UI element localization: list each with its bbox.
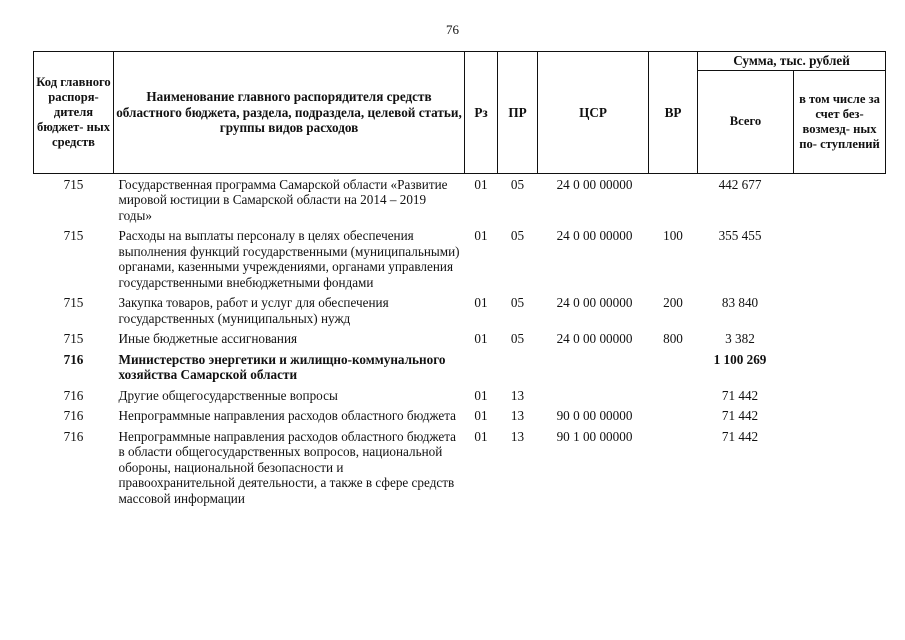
- cell-total: 442 677: [718, 176, 762, 192]
- table-header: [34, 52, 886, 174]
- cell-total: 355 455: [718, 228, 762, 243]
- table-row: [34, 408, 886, 429]
- table-row: [34, 388, 886, 409]
- cell-grant: [794, 408, 886, 429]
- cell-rz: 01: [474, 408, 488, 423]
- cell-total: 1 100 269: [713, 351, 767, 367]
- header-vr: ВР: [649, 52, 698, 174]
- cell-csr: [538, 352, 649, 388]
- cell-code: 715: [63, 295, 84, 310]
- cell-total: 83 840: [721, 295, 759, 310]
- cell-name: Иные бюджетные ассигнования: [118, 331, 298, 346]
- page-number: 76: [446, 22, 459, 37]
- cell-pr: 05: [510, 295, 525, 310]
- header-grant: в том числе за счет без- возмезд- ных по- ступлений: [794, 70, 886, 173]
- cell-grant: [794, 429, 886, 512]
- cell-grant: [794, 228, 886, 295]
- table-row: [34, 331, 886, 352]
- cell-vr: 100: [663, 228, 683, 243]
- cell-grant: [794, 352, 886, 388]
- header-rz: Рз: [465, 52, 498, 174]
- cell-code: 715: [63, 331, 84, 346]
- cell-code: 716: [63, 408, 84, 423]
- cell-csr: 90 0 00 00000: [556, 408, 633, 423]
- cell-name: Закупка товаров, работ и услуг для обеспечения государственных (муниципальных) нужд: [118, 295, 389, 326]
- cell-name: Государственная программа Самарской области «Развитие мировой юстиции в Самарской области на 2014 – 2019 годы»: [118, 176, 448, 223]
- cell-pr: 13: [510, 387, 525, 403]
- cell-csr: [538, 388, 649, 409]
- cell-vr: 800: [663, 331, 683, 346]
- cell-rz: 01: [474, 331, 488, 346]
- cell-vr: [649, 352, 698, 388]
- cell-total: 71 442: [721, 408, 759, 423]
- cell-rz: 01: [474, 295, 488, 310]
- cell-pr: 05: [510, 331, 525, 346]
- cell-grant: [794, 388, 886, 409]
- cell-rz: 01: [474, 387, 488, 403]
- table-row: [34, 295, 886, 331]
- cell-code: 715: [63, 228, 84, 243]
- cell-vr: 200: [663, 295, 683, 310]
- cell-csr: 90 1 00 00000: [556, 428, 633, 444]
- cell-code: 715: [63, 176, 84, 192]
- cell-code: 716: [63, 428, 84, 444]
- cell-grant: [794, 295, 886, 331]
- cell-pr: 13: [510, 408, 525, 423]
- cell-rz: 01: [474, 228, 488, 243]
- table-body: [34, 173, 886, 511]
- cell-total: 71 442: [721, 387, 759, 403]
- cell-vr: [649, 429, 698, 512]
- cell-code: 716: [63, 351, 84, 367]
- header-pr: ПР: [498, 52, 538, 174]
- table-row: [34, 228, 886, 295]
- header-total: Всего: [698, 70, 794, 173]
- cell-csr: 24 0 00 00000: [556, 228, 633, 243]
- cell-csr: 24 0 00 00000: [556, 176, 633, 192]
- cell-name: Министерство энергетики и жилищно-коммунального хозяйства Самарской области: [118, 351, 446, 382]
- cell-csr: 24 0 00 00000: [556, 295, 633, 310]
- cell-rz: 01: [474, 176, 488, 192]
- cell-name: Непрограммные направления расходов областного бюджета: [118, 408, 457, 423]
- cell-vr: [649, 388, 698, 409]
- cell-rz: [465, 352, 498, 388]
- cell-vr: [649, 173, 698, 228]
- cell-grant: [794, 173, 886, 228]
- cell-pr: [498, 352, 538, 388]
- header-code: Код главного распоря- дителя бюджет- ных средств: [34, 52, 114, 174]
- cell-total: 3 382: [725, 331, 755, 346]
- table-row: [34, 173, 886, 228]
- cell-pr: 05: [510, 228, 525, 243]
- header-name: Наименование главного распорядителя средств областного бюджета, раздела, подраздела, целевой статьи, группы видов расходов: [114, 52, 465, 174]
- header-sum-group: Сумма, тыс. рублей: [698, 52, 886, 71]
- table-row: [34, 352, 886, 388]
- cell-name: Непрограммные направления расходов областного бюджета в области общегосударственных вопросов, национальной обороны, национальной безопасности и правоохранительной деятельности, а также в сфере средств массовой информации: [118, 428, 457, 506]
- cell-name: Расходы на выплаты персоналу в целях обеспечения выполнения функций государственными (муниципальными) органами, казенными учреждениями, органами управления государственными внебюджетными фондами: [118, 228, 460, 290]
- cell-name: Другие общегосударственные вопросы: [118, 387, 338, 403]
- cell-rz: 01: [474, 428, 488, 444]
- cell-csr: 24 0 00 00000: [556, 331, 633, 346]
- cell-grant: [794, 331, 886, 352]
- cell-vr: [649, 408, 698, 429]
- budget-table: [33, 51, 886, 511]
- cell-code: 716: [63, 387, 84, 403]
- table-row: [34, 429, 886, 512]
- cell-total: 71 442: [721, 428, 759, 444]
- cell-pr: 13: [510, 428, 525, 444]
- cell-pr: 05: [510, 176, 525, 192]
- header-csr: ЦСР: [538, 52, 649, 174]
